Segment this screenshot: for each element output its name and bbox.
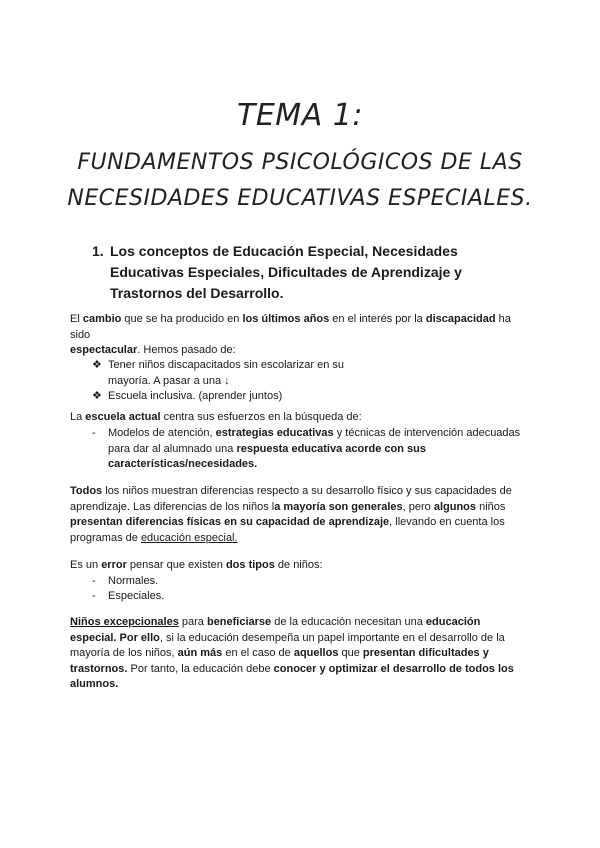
dash-item [108,426,538,473]
paragraph-line: alumnos. [70,678,119,691]
dash-item-normales: Normales. [108,575,159,587]
paragraph-line: aprendizaje. Las diferencias de los niños la mayoría son generales, pero algunos niños [70,500,506,513]
dash-item-especiales: Especiales. [108,590,165,602]
paragraph-line: programas de educación especial. [70,531,238,544]
paragraph-line: Todos los niños muestran diferencias respecto a su desarrollo físico y sus capacidades de [70,485,512,497]
paragraph-line: El cambio que se ha producido en los últimos años en el interés por la discapacidad ha [70,313,511,325]
heading-line-1: Los conceptos de Educación Especial, Necesidades [110,243,458,259]
bullet-item-1 [108,358,488,389]
paragraph-line: espectacular. Hemos pasado de: [70,344,236,357]
paragraph-line: mayoría de los niños, aún más en el caso de aquellos que presentan dificultades y [70,647,489,660]
bullet-line: mayoría. A pasar a una ↓ [108,374,230,387]
paragraph-line: sido [70,328,91,341]
title-line-1: TEMA 1: [237,98,363,133]
dash-bullet: - [92,590,96,602]
paragraph-error: Es un error pensar que existen dos tipos de niños: [70,559,323,571]
paragraph-line: trastornos. Por tanto, la educación debe conocer y optimizar el desarrollo de todos los [70,662,514,675]
bullet-line: Tener niños discapacitados sin escolarizar en su [108,359,345,371]
heading-number: 1. [92,243,104,259]
paragraph-escuela: La escuela actual centra sus esfuerzos en la búsqueda de: [70,411,362,423]
paragraph-todos [70,484,540,546]
title-line-2: FUNDAMENTOS PSICOLÓGICOS DE LAS [77,150,523,175]
diamond-bullet-icon: ❖ [92,359,102,371]
heading-line-2: Educativas Especiales, Dificultades de Aprendizaje y [110,264,462,280]
paragraph-excepcionales [70,615,540,693]
paragraph-line: especial. Por ello, si la educación desempeña un papel importante en el desarrollo de la [70,631,505,644]
dash-bullet: - [92,427,96,439]
dash-item-line: características/necesidades. [108,458,258,471]
dash-item-line: para dar al alumnado una respuesta educativa acorde con sus [108,442,426,455]
paragraph-line: Niños excepcionales para beneficiarse de la educación necesitan una educación [70,616,481,628]
dash-item-line: Modelos de atención, estrategias educativas y técnicas de intervención adecuadas [108,427,521,439]
bullet-item-2: Escuela inclusiva. (aprender juntos) [108,390,283,402]
heading-line-3: Trastornos del Desarrollo. [110,285,284,301]
paragraph-line: presentan diferencias físicas en su capacidad de aprendizaje, llevando en cuenta los [70,516,505,529]
paragraph-cambio [70,312,530,359]
title-line-3: NECESIDADES EDUCATIVAS ESPECIALES. [67,186,533,211]
diamond-bullet-icon: ❖ [92,390,102,402]
dash-bullet: - [92,575,96,587]
